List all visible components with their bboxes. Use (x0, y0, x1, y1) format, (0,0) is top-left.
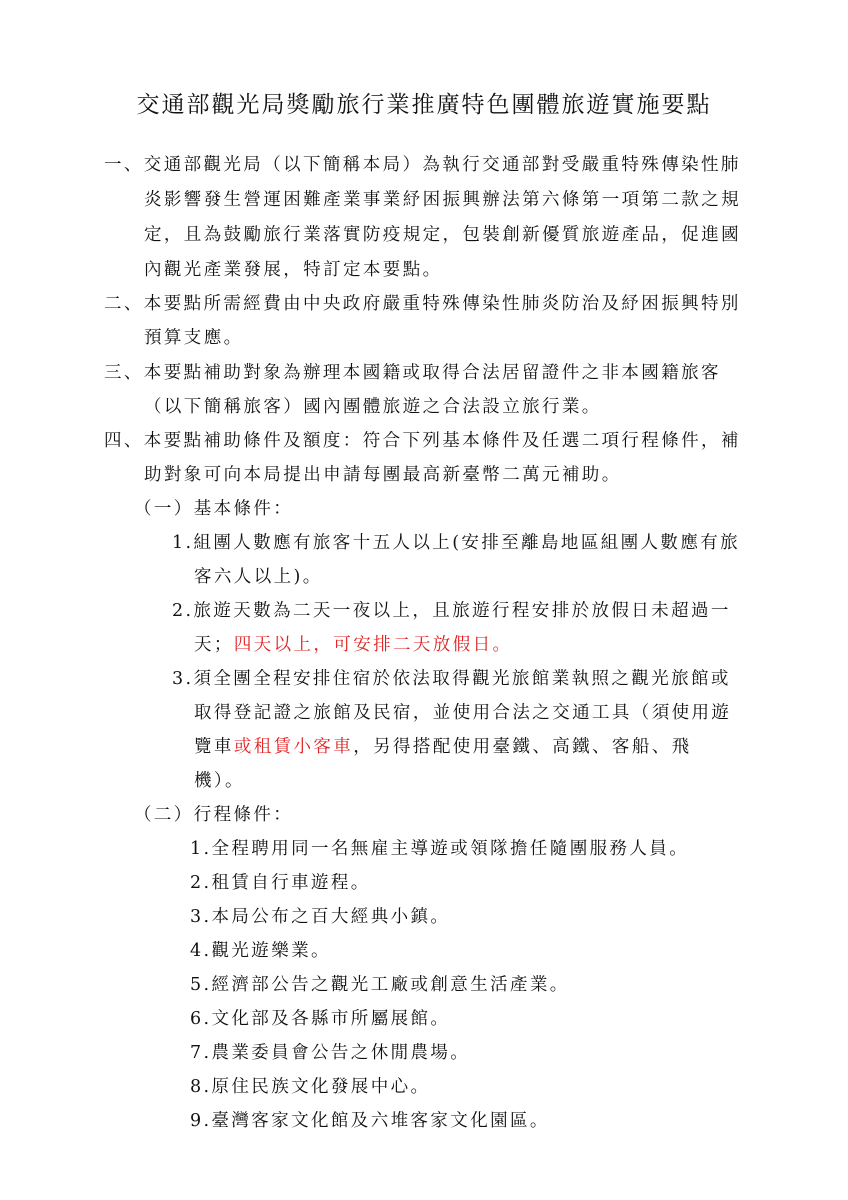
basic-item-1-line-2: 客六人以上)。 (194, 567, 323, 587)
section-basic-heading: （一）基本條件： (134, 499, 294, 519)
section-itinerary-heading: （二）行程條件： (134, 805, 294, 825)
basic-item-2-prefix: 天； (194, 635, 234, 655)
itinerary-item-4: 4.觀光遊樂業。 (190, 941, 331, 961)
basic-item-1-line-1: 1.組團人數應有旅客十五人以上(安排至離島地區組團人數應有旅 (172, 533, 741, 553)
basic-item-2-line-2 (194, 633, 512, 657)
itinerary-item-9: 9.臺灣客家文化館及六堆客家文化園區。 (190, 1111, 550, 1131)
itinerary-item-7: 7.農業委員會公告之休閒農場。 (190, 1043, 471, 1063)
article-1-line-3: 定，且為鼓勵旅行業落實防疫規定，包裝創新優質旅遊產品，促進國 (144, 225, 741, 245)
basic-item-2-line-1: 2.旅遊天數為二天一夜以上，且旅遊行程安排於放假日未超過一 (172, 601, 731, 621)
itinerary-item-6: 6.文化部及各縣市所屬展館。 (190, 1009, 451, 1029)
article-1-line-1: 一、交通部觀光局（以下簡稱本局）為執行交通部對受嚴重特殊傳染性肺 (104, 155, 741, 175)
red-highlight-holidays: 四天以上，可安排二天放假日。 (233, 635, 513, 655)
itinerary-item-3: 3.本局公布之百大經典小鎮。 (190, 907, 451, 927)
basic-item-3-line-3 (194, 735, 692, 759)
article-4-line-1: 四、本要點補助條件及額度：符合下列基本條件及任選二項行程條件，補 (104, 431, 741, 451)
red-highlight-rental-car: 或租賃小客車 (233, 737, 354, 757)
itinerary-item-5: 5.經濟部公告之觀光工廠或創意生活產業。 (190, 975, 570, 995)
article-4-line-2: 助對象可向本局提出申請每團最高新臺幣二萬元補助。 (144, 465, 622, 485)
article-1-line-2: 炎影響發生營運困難產業事業紓困振興辦法第六條第一項第二款之規 (144, 190, 741, 210)
itinerary-item-1: 1.全程聘用同一名無雇主導遊或領隊擔任隨團服務人員。 (190, 839, 690, 859)
article-3-line-2: （以下簡稱旅客）國內團體旅遊之合法設立旅行業。 (144, 397, 602, 417)
itinerary-item-8: 8.原住民族文化發展中心。 (190, 1077, 431, 1097)
basic-item-3-line-4: 機）。 (194, 771, 245, 791)
basic-item-3-bus: 覽車 (194, 737, 234, 757)
basic-item-3-line-1: 3.須全團全程安排住宿於依法取得觀光旅館業執照之觀光旅館或 (172, 669, 731, 689)
article-1-line-4: 內觀光產業發展，特訂定本要點。 (144, 260, 443, 280)
article-3-line-1: 三、本要點補助對象為辦理本國籍或取得合法居留證件之非本國籍旅客 (104, 363, 721, 383)
basic-item-3-line-2: 取得登記證之旅館及民宿，並使用合法之交通工具（須使用遊 (194, 703, 732, 723)
article-2-line-2: 預算支應。 (144, 328, 244, 348)
article-2-line-1: 二、本要點所需經費由中央政府嚴重特殊傳染性肺炎防治及紓困振興特別 (104, 294, 741, 314)
itinerary-item-2: 2.租賃自行車遊程。 (190, 873, 371, 893)
basic-item-3-transport: ，另得搭配使用臺鐵、高鐵、客船、飛 (353, 737, 692, 757)
page-title: 交通部觀光局獎勵旅行業推廣特色團體旅遊實施要點 (136, 92, 712, 118)
